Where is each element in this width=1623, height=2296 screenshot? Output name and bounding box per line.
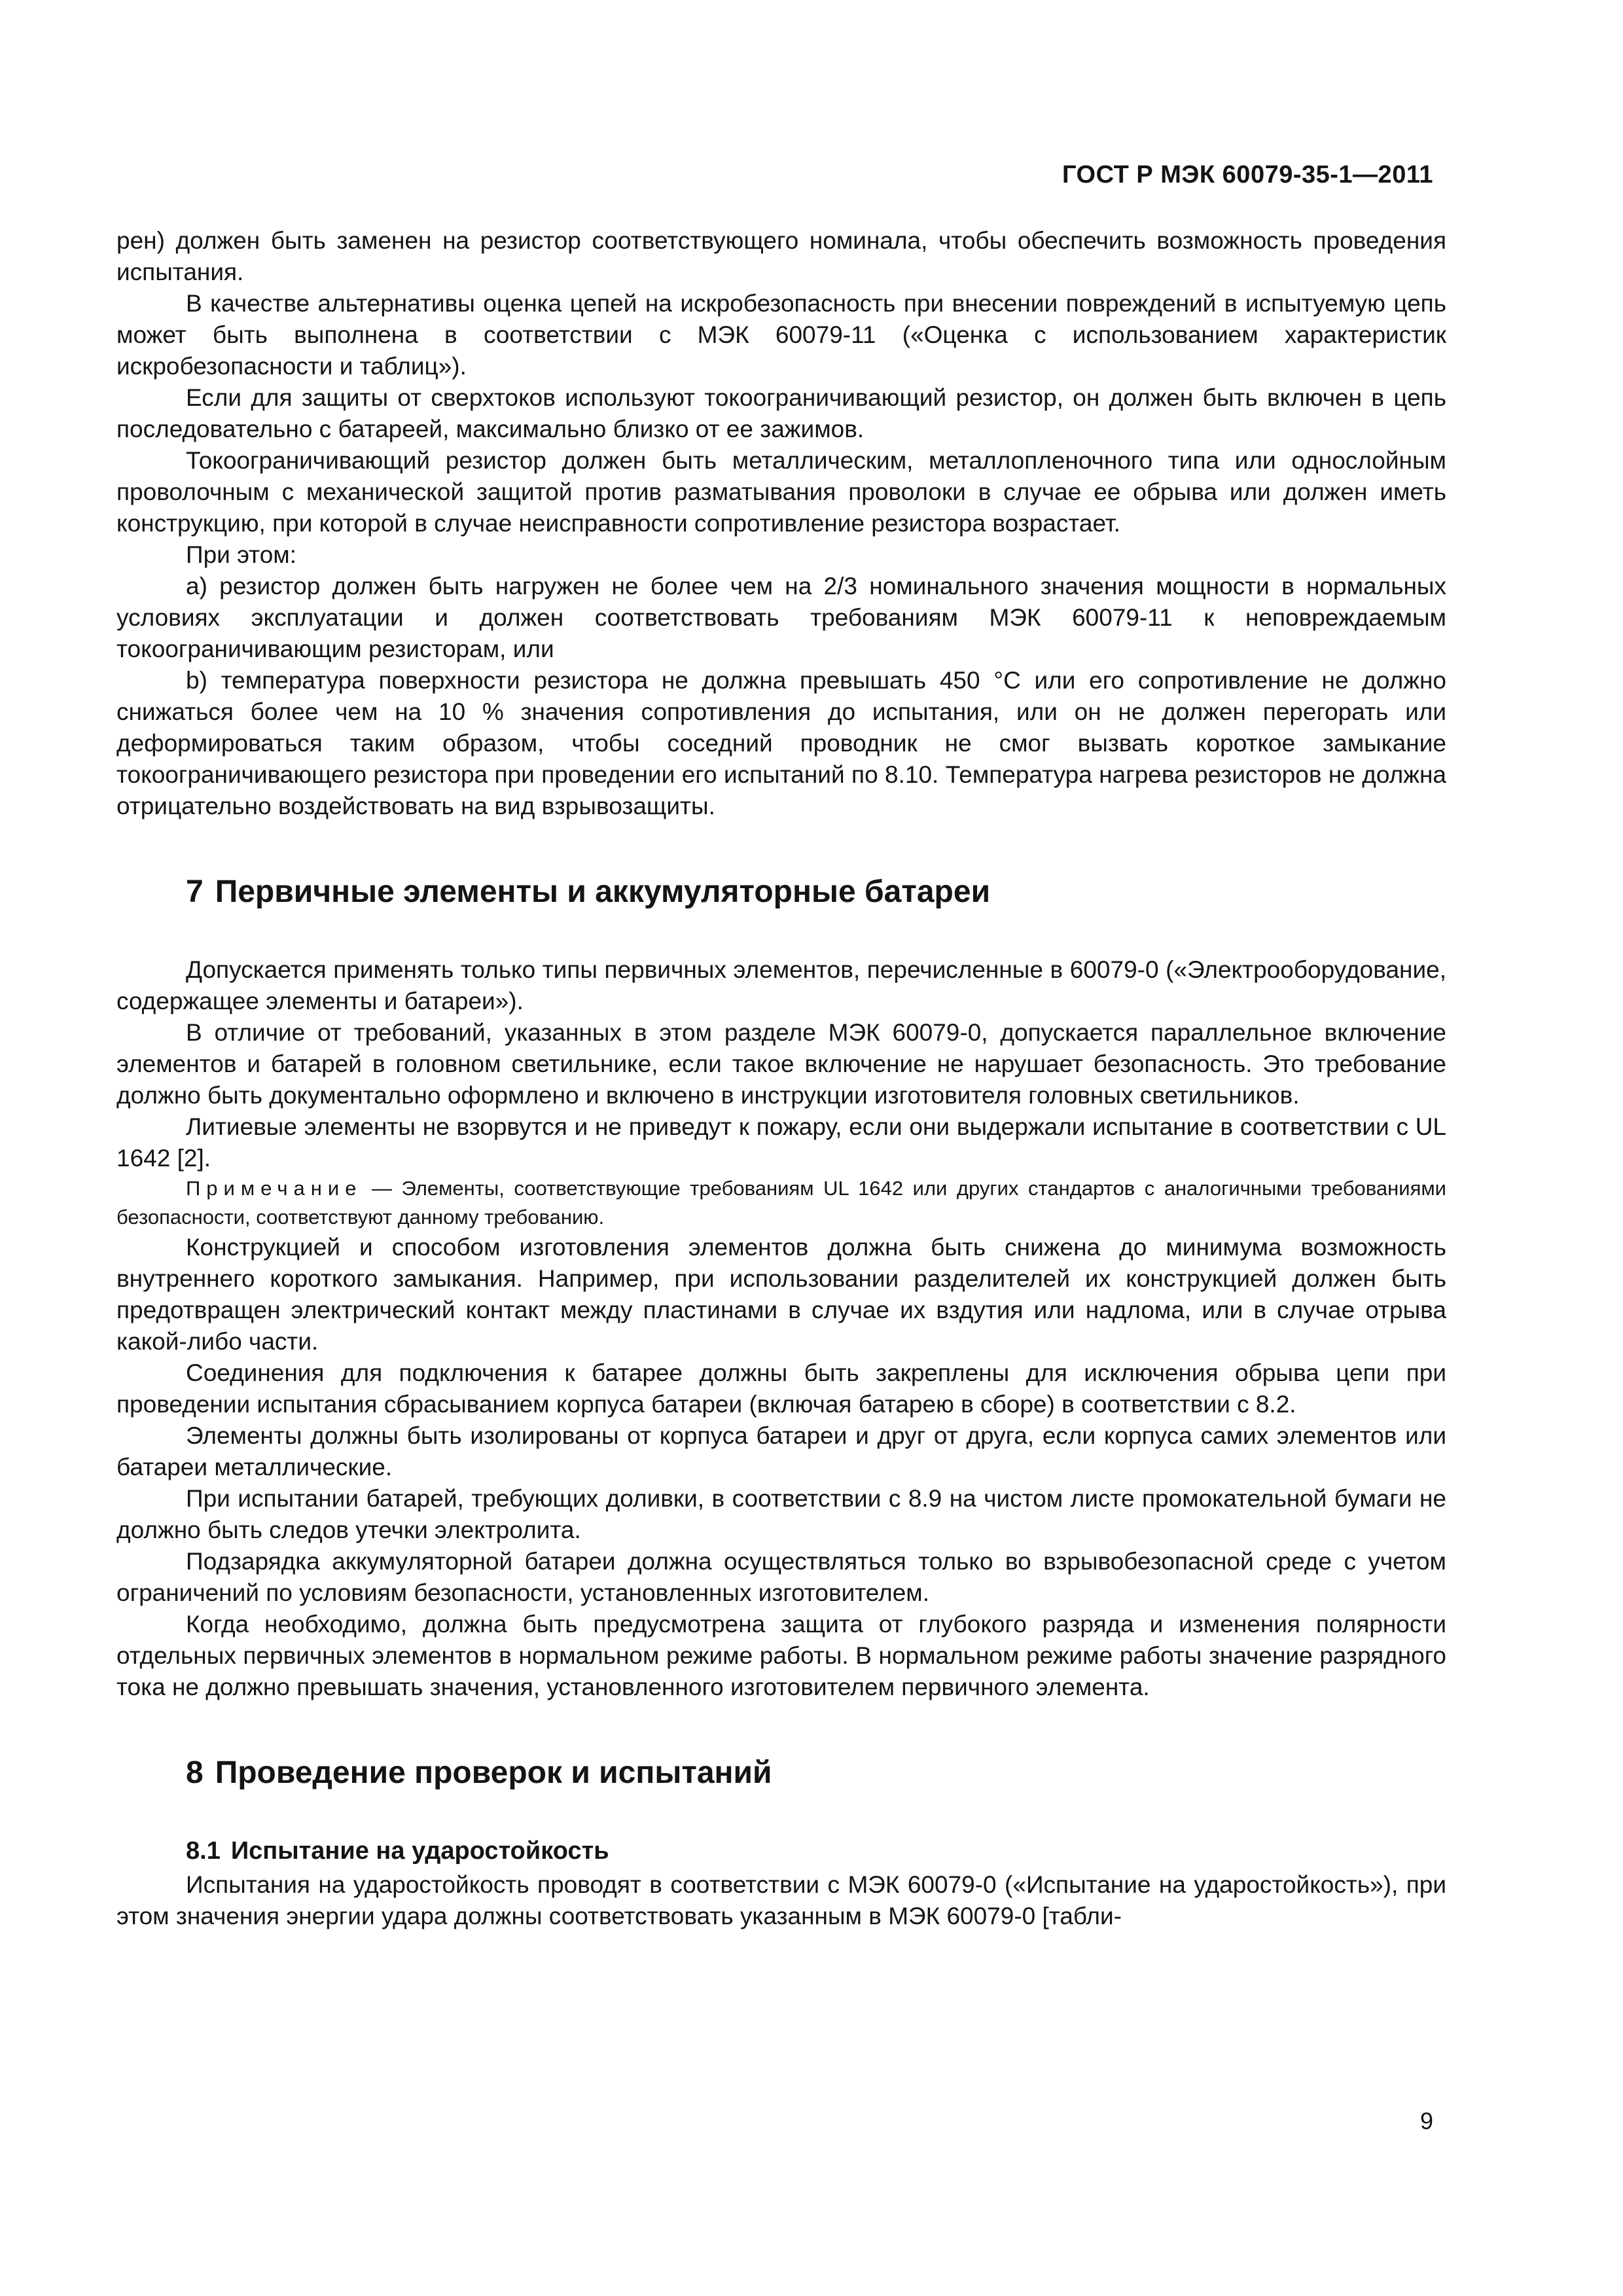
- standard-code-header: ГОСТ Р МЭК 60079-35-1—2011: [1061, 161, 1433, 188]
- page-number: 9: [1419, 2108, 1433, 2134]
- paragraph: Испытания на ударостойкость проводят в соответствии с МЭК 60079-0 («Испытание на ударостойкость»), при этом значения энергии удара должны соответствовать указанным в МЭК 60079-0 [табли-: [116, 1871, 1446, 1929]
- paragraph: Если для защиты от сверхтоков используют токоограничивающий резистор, он должен быть включен в цепь последовательно с батареей, максимально близко от ее зажимов.: [116, 384, 1446, 442]
- paragraph: Подзарядка аккумуляторной батареи должна осуществляться только во взрывобезопасной среде с учетом ограничений по условиям безопасности, установленных изготовителем.: [116, 1548, 1446, 1606]
- section-number: 8: [186, 1755, 204, 1790]
- list-item-b: b) температура поверхности резистора не должна превышать 450 °С или его сопротивление не должно снижаться более чем на 10 % значения сопротивления до испытания, или он не должен перегорать или деформироваться таким образом, чтобы соседний проводник не смог вызвать короткое замыкание токоограничивающего резистора при проведении его испытаний по 8.10. Температура нагрева резисторов не должна отрицательно воздействовать на вид взрывозащиты.: [116, 667, 1446, 819]
- paragraph: При этом:: [186, 541, 297, 568]
- list-item-a: а) резистор должен быть нагружен не более чем на 2/3 номинального значения мощности в нормальных условиях эксплуатации и должен соответствовать требованиям МЭК 60079-11 к неповреждаемым токоограничивающим резисторам, или: [116, 573, 1446, 662]
- note-text: — Элементы, соответствующие требованиям UL 1642 или других стандартов с аналогичными требованиями безопасности, соответствуют данному требованию.: [116, 1177, 1446, 1229]
- paragraph: Конструкцией и способом изготовления элементов должна быть снижена до минимума возможность внутреннего короткого замыкания. Например, при использовании разделителей их конструкцией должен быть предотвращен электрический контакт между пластинами в случае их вздутия или надлома, или в случае отрыва какой-либо части.: [116, 1234, 1446, 1355]
- subsection-title: Испытание на ударостойкость: [230, 1837, 609, 1865]
- paragraph: Когда необходимо, должна быть предусмотрена защита от глубокого разряда и изменения полярности отдельных первичных элементов в нормальном режиме работы. В нормальном режиме работы значение разрядного тока не должно превышать значения, установленного изготовителем первичного элемента.: [116, 1611, 1446, 1700]
- note: [116, 1174, 1446, 1232]
- section-title: Проведение проверок и испытаний: [215, 1755, 772, 1790]
- section-number: 7: [186, 874, 204, 909]
- section-title: Первичные элементы и аккумуляторные батареи: [215, 874, 991, 909]
- page-body: [116, 225, 1446, 1932]
- paragraph: В качестве альтернативы оценка цепей на искробезопасность при внесении повреждений в испытуемую цепь может быть выполнена в соответствии с МЭК 60079-11 («Оценка с использованием характеристик искробезопасности и таблиц»).: [116, 290, 1446, 380]
- paragraph: При испытании батарей, требующих доливки, в соответствии с 8.9 на чистом листе промокательной бумаги не должно быть следов утечки электролита.: [116, 1485, 1446, 1543]
- note-label: Примечание: [186, 1177, 363, 1200]
- paragraph: Литиевые элементы не взорвутся и не приведут к пожару, если они выдержали испытание в соответствии с UL 1642 [2].: [116, 1113, 1446, 1172]
- paragraph: В отличие от требований, указанных в этом разделе МЭК 60079-0, допускается параллельное включение элементов и батарей в головном светильнике, если такое включение не нарушает безопасность. Это требование должно быть документально оформлено и включено в инструкции изготовителя головных светильников.: [116, 1019, 1446, 1109]
- subsection-8-1-heading: [186, 1835, 1446, 1867]
- paragraph: Элементы должны быть изолированы от корпуса батареи и друг от друга, если корпуса самих элементов или батареи металлические.: [116, 1422, 1446, 1480]
- paragraph: Допускается применять только типы первичных элементов, перечисленные в 60079-0 («Электрооборудование, содержащее элементы и батареи»).: [116, 956, 1446, 1014]
- section-8-heading: [186, 1754, 1446, 1792]
- paragraph: рен) должен быть заменен на резистор соответствующего номинала, чтобы обеспечить возможность проведения испытания.: [116, 227, 1446, 285]
- section-7-heading: [186, 873, 1446, 911]
- subsection-number: 8.1: [186, 1837, 221, 1865]
- paragraph: Токоограничивающий резистор должен быть металлическим, металлопленочного типа или однослойным проволочным с механической защитой против разматывания проволоки в случае ее обрыва или должен иметь конструкцию, при которой в случае неисправности сопротивление резистора возрастает.: [116, 447, 1446, 537]
- paragraph: Соединения для подключения к батарее должны быть закреплены для исключения обрыва цепи при проведении испытания сбрасыванием корпуса батареи (включая батарею в сборе) в соответствии с 8.2.: [116, 1359, 1446, 1418]
